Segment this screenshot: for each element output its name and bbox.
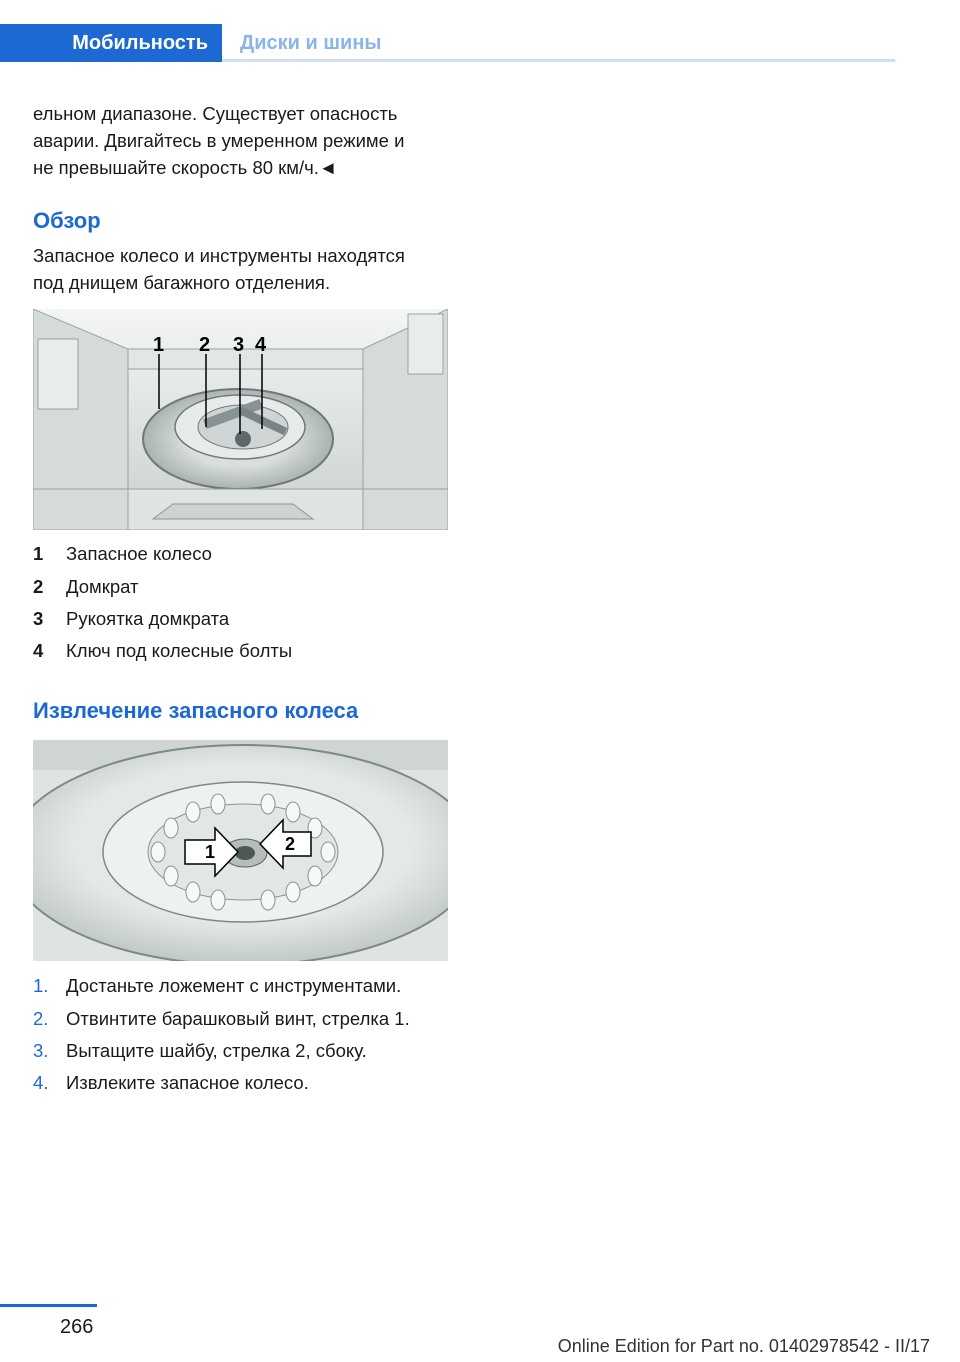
step-number: 4.: [33, 1072, 49, 1093]
trunk-illustration: [33, 309, 448, 530]
callout-1: 1: [153, 334, 165, 356]
intro-paragraph: [33, 100, 448, 181]
spare-wheel-overview-figure: [33, 309, 448, 530]
legend-text: Запасное колесо: [66, 543, 212, 564]
overview-line: Запасное колесо и инструменты находятся: [33, 245, 405, 266]
legend-number: 4: [33, 640, 44, 661]
legend-number: 2: [33, 576, 44, 597]
legend-text: Домкрат: [66, 576, 139, 597]
header-divider: [222, 59, 895, 62]
step-text: Извлеките запасное колесо.: [66, 1072, 309, 1093]
step-number: 3.: [33, 1040, 49, 1061]
overview-paragraph: [33, 242, 448, 296]
callout-4: 4: [255, 334, 267, 356]
step-number: 2.: [33, 1008, 49, 1029]
step-number: 1.: [33, 975, 49, 996]
intro-line: ельном диапазоне. Существует опасность: [33, 103, 398, 124]
overview-line: под днищем багажного отделения.: [33, 272, 331, 293]
tab-mobility[interactable]: Мобильность: [0, 24, 222, 62]
arrow-callout-2: 2: [285, 834, 296, 854]
intro-line: не превышайте скорость 80 км/ч.◄: [33, 157, 338, 178]
wheel-closeup-illustration: [33, 740, 448, 961]
callout-3: 3: [233, 334, 245, 356]
edition-info: Online Edition for Part no. 01402978542 - II/17: [557, 1336, 930, 1356]
step-text: Отвинтите барашковый винт, стрелка 1.: [66, 1008, 410, 1029]
arrow-callout-1: 1: [205, 842, 216, 862]
step-text: Вытащите шайбу, стрелка 2, сбоку.: [66, 1040, 367, 1061]
legend-number: 1: [33, 543, 44, 564]
spare-wheel-removal-figure: [33, 740, 448, 961]
intro-line: аварии. Двигайтесь в умеренном режиме и: [33, 130, 405, 151]
callout-2: 2: [199, 334, 211, 356]
legend-number: 3: [33, 608, 44, 629]
legend-text: Рукоятка домкрата: [66, 608, 230, 629]
footer-accent-bar: [0, 1304, 97, 1307]
step-text: Достаньте ложемент с инструментами.: [66, 975, 402, 996]
tab-wheels-tires[interactable]: Диски и шины: [240, 32, 382, 54]
page-number: 266: [60, 1316, 94, 1338]
overview-heading: Обзор: [33, 208, 101, 233]
removal-heading: Извлечение запасного колеса: [33, 698, 359, 723]
legend-text: Ключ под колесные болты: [66, 640, 293, 661]
